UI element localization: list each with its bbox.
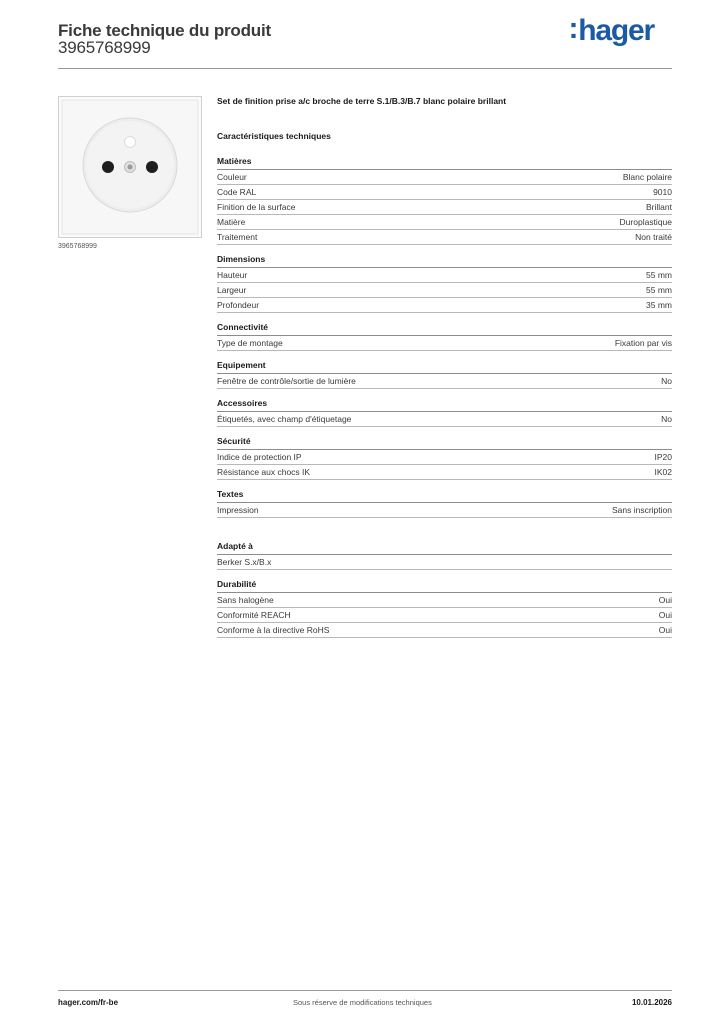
- spec-row: [217, 465, 672, 480]
- footer-divider: [58, 990, 672, 991]
- spec-label: Conformité REACH: [217, 610, 291, 620]
- spec-label: Matière: [217, 217, 246, 227]
- earth-pin-icon: [125, 137, 136, 148]
- spec-value: Brillant: [646, 202, 672, 212]
- spec-row: [217, 412, 672, 427]
- spec-value: No: [661, 376, 672, 386]
- section-title: Adapté à: [217, 540, 672, 555]
- spec-row: [217, 200, 672, 215]
- spec-label: Berker S.x/B.x: [217, 557, 272, 567]
- spec-content: [217, 96, 672, 646]
- spec-label: Finition de la surface: [217, 202, 296, 212]
- spec-value: IP20: [654, 452, 672, 462]
- section-title: Accessoires: [217, 397, 672, 412]
- section-title: Matières: [217, 155, 672, 170]
- spec-label: Sans halogène: [217, 595, 274, 605]
- spec-row: [217, 555, 672, 570]
- spec-section: [217, 253, 672, 313]
- product-image: [58, 96, 202, 238]
- spec-value: Duroplastique: [619, 217, 672, 227]
- spec-row: [217, 215, 672, 230]
- spec-label: Résistance aux chocs IK: [217, 467, 311, 477]
- page-title: Fiche technique du produit: [58, 21, 271, 40]
- section-title: Connectivité: [217, 321, 672, 336]
- spec-label: Étiquetés, avec champ d'étiquetage: [217, 414, 352, 424]
- spec-value: 35 mm: [646, 300, 672, 310]
- section-title: Dimensions: [217, 253, 672, 268]
- spec-label: Couleur: [217, 172, 247, 182]
- spec-section: [217, 359, 672, 389]
- spec-sections: [217, 155, 672, 638]
- spec-row: [217, 283, 672, 298]
- spec-row: [217, 593, 672, 608]
- spec-label: Type de montage: [217, 338, 283, 348]
- spec-label: Profondeur: [217, 300, 260, 310]
- spec-section: [217, 397, 672, 427]
- spec-value: Sans inscription: [611, 505, 672, 515]
- spec-section: [217, 435, 672, 480]
- spec-label: Hauteur: [217, 270, 248, 280]
- spec-row: [217, 185, 672, 200]
- spec-label: Impression: [217, 505, 259, 515]
- spec-label: Largeur: [217, 285, 247, 295]
- spec-section: [217, 540, 672, 570]
- spec-row: [217, 450, 672, 465]
- section-title: Equipement: [217, 359, 672, 374]
- socket-illustration: [59, 97, 201, 237]
- header-divider: [58, 68, 672, 69]
- socket-hole-icon: [146, 161, 158, 173]
- spec-value: 55 mm: [646, 270, 672, 280]
- spec-value: Fixation par vis: [614, 338, 672, 348]
- spec-value: Non traité: [635, 232, 672, 242]
- spec-row: [217, 374, 672, 389]
- spec-row: [217, 336, 672, 351]
- spec-value: 9010: [653, 187, 672, 197]
- spec-label: Fenêtre de contrôle/sortie de lumière: [217, 376, 356, 386]
- socket-hole-icon: [102, 161, 114, 173]
- spec-section: [217, 155, 672, 245]
- tech-characteristics-title: Caractéristiques techniques: [217, 131, 331, 141]
- spec-label: Indice de protection IP: [217, 452, 302, 462]
- spec-row: [217, 298, 672, 313]
- image-caption: 3965768999: [58, 243, 97, 250]
- spec-label: Code RAL: [217, 187, 257, 197]
- spec-value: Oui: [658, 625, 672, 635]
- footer-website-link[interactable]: hager.com/fr-be: [58, 998, 119, 1007]
- spec-row: [217, 608, 672, 623]
- spec-value: 55 mm: [646, 285, 672, 295]
- spec-section: [217, 578, 672, 638]
- spec-row: [217, 623, 672, 638]
- section-title: Textes: [217, 488, 672, 503]
- spec-value: Blanc polaire: [622, 172, 672, 182]
- product-reference: 3965768999: [58, 38, 151, 57]
- spec-label: Traitement: [217, 232, 258, 242]
- section-title: Durabilité: [217, 578, 672, 593]
- spec-value: No: [661, 414, 672, 424]
- spec-row: [217, 170, 672, 185]
- spec-row: [217, 503, 672, 518]
- spec-value: Oui: [658, 595, 672, 605]
- logo-text: hager: [578, 14, 654, 47]
- hager-logo[interactable]: :hager: [568, 12, 654, 47]
- spec-value: IK02: [654, 467, 672, 477]
- spec-row: [217, 268, 672, 283]
- footer-date: 10.01.2026: [631, 998, 672, 1007]
- spec-row: [217, 230, 672, 245]
- spec-value: Oui: [658, 610, 672, 620]
- spec-section: [217, 488, 672, 518]
- product-description: Set de finition prise a/c broche de terre S.1/B.3/B.7 blanc polaire brillant: [217, 96, 507, 106]
- section-title: Sécurité: [217, 435, 672, 450]
- spec-section: [217, 321, 672, 351]
- footer-notice: Sous réserve de modifications techniques: [293, 998, 432, 1007]
- spec-label: Conforme à la directive RoHS: [217, 625, 330, 635]
